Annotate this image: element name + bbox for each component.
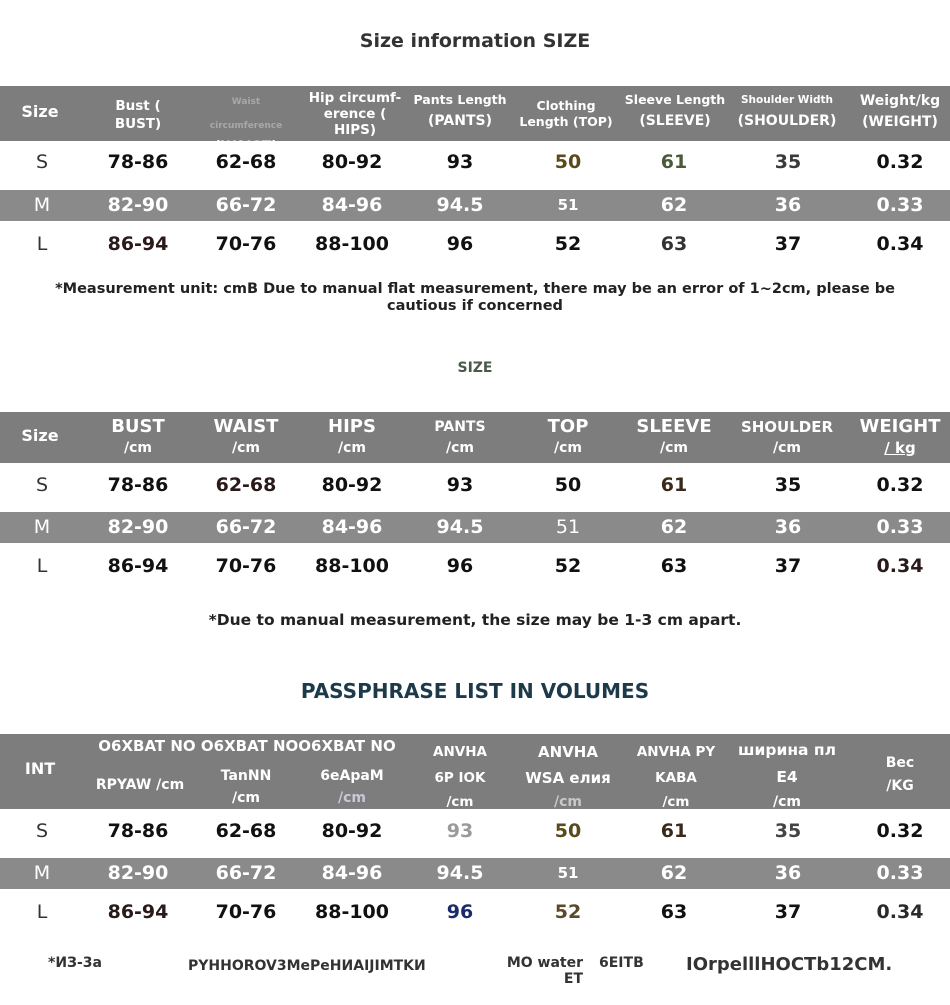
s3-header-pants: ANVHA 6P IOK /cm [433, 744, 487, 810]
s1-size-cell: M [33, 194, 51, 216]
s1-row-s [0, 147, 950, 178]
s3-waist-cell: 70-76 [215, 901, 277, 923]
s3-footer-5: IOrpelllHOCTb12CM. [686, 954, 893, 975]
s3-footer-4: 6EITB [599, 955, 644, 971]
s1-header-sleeve: Sleeve Length (SLEEVE) [624, 92, 726, 129]
s2-size-cell: M [33, 516, 51, 538]
s2-header-hips: HIPS /cm [328, 416, 376, 456]
s2-sleeve-cell: 62 [660, 516, 688, 538]
s3-pants-cell: 93 [446, 820, 474, 842]
s3-shoulder-cell: 36 [774, 862, 802, 884]
s1-row-m [0, 190, 950, 221]
s3-header-top: ANVHA WSA елия /cm [525, 743, 611, 810]
s3-top-cell: 52 [554, 901, 582, 923]
s2-header-bust: BUST /cm [111, 416, 165, 456]
s1-top-cell: 52 [554, 233, 582, 255]
s2-header-size: Size [21, 426, 59, 445]
s3-waist-cell: 62-68 [215, 820, 277, 842]
s3-size-cell: S [35, 820, 49, 842]
s3-row-s [0, 816, 950, 847]
s3-weight-cell: 0.34 [876, 901, 924, 923]
s2-weight-cell: 0.34 [876, 555, 924, 577]
s1-header-hips: Hip circumf-erence ( HIPS) [308, 90, 402, 138]
s1-waist-cell: 62-68 [215, 151, 277, 173]
s3-sleeve-cell: 62 [660, 862, 688, 884]
s1-top-cell: 51 [557, 196, 579, 214]
s3-shoulder-cell: 35 [774, 820, 802, 842]
s1-size-cell: L [36, 233, 48, 255]
s1-header-pants: Pants Length (PANTS) [413, 92, 507, 129]
s1-sleeve-cell: 63 [660, 233, 688, 255]
s3-waist-cell: 66-72 [215, 862, 277, 884]
s3-footer-3: MO water ET [506, 955, 583, 987]
s2-pants-cell: 94.5 [436, 516, 484, 538]
s1-waist-cell: 66-72 [215, 194, 277, 216]
s3-header-banner: O6XBAT NO O6XBAT NOO6XBAT NO [98, 737, 396, 755]
s2-bust-cell: 86-94 [107, 555, 169, 577]
s1-header-top: Clothing Length (TOP) [519, 98, 613, 129]
s3-bust-cell: 82-90 [107, 862, 169, 884]
s1-sleeve-cell: 62 [660, 194, 688, 216]
s3-size-cell: L [36, 901, 48, 923]
s1-top-cell: 50 [554, 151, 582, 173]
s1-header-shoulder: Shoulder Width (SHOULDER) [737, 94, 837, 129]
s3-weight-cell: 0.32 [876, 820, 924, 842]
s2-hips-cell: 80-92 [321, 474, 383, 496]
section2-title: SIZE [457, 360, 493, 376]
s1-sleeve-cell: 61 [660, 151, 688, 173]
s1-weight-cell: 0.32 [876, 151, 924, 173]
s1-weight-cell: 0.33 [876, 194, 924, 216]
s2-top-cell: 50 [554, 474, 582, 496]
s2-waist-cell: 62-68 [215, 474, 277, 496]
s3-sleeve-cell: 63 [660, 901, 688, 923]
section2-header-row [0, 412, 950, 463]
s1-pants-cell: 93 [446, 151, 474, 173]
s2-shoulder-cell: 35 [774, 474, 802, 496]
s3-header-waist: TanNN /cm [220, 768, 272, 806]
section1-header-row [0, 86, 950, 155]
s3-top-cell: 50 [554, 820, 582, 842]
s3-pants-cell: 94.5 [436, 862, 484, 884]
s2-shoulder-cell: 36 [774, 516, 802, 538]
s1-header-size: Size [21, 102, 59, 121]
s3-header-shoulder: ширина пл E4 /cm [738, 741, 836, 810]
s1-row-l [0, 229, 950, 260]
s1-waist-cell: 70-76 [215, 233, 277, 255]
s1-shoulder-cell: 37 [774, 233, 802, 255]
s1-header-waist: Waist circumference (WAIST) [209, 97, 283, 155]
s3-header-hips: 6eApaM /cm [320, 768, 384, 806]
s3-row-l [0, 897, 950, 928]
s2-pants-cell: 96 [446, 555, 474, 577]
s3-shoulder-cell: 37 [774, 901, 802, 923]
s2-header-weight: WEIGHT / kg [859, 416, 941, 457]
section1-title: Size information SIZE [359, 30, 591, 52]
s2-waist-cell: 66-72 [215, 516, 277, 538]
s3-bust-cell: 86-94 [107, 901, 169, 923]
section3-title: PASSPHRASE LIST IN VOLUMES [300, 679, 650, 703]
s2-sleeve-cell: 63 [660, 555, 688, 577]
s2-hips-cell: 88-100 [315, 555, 389, 577]
s3-size-cell: M [33, 862, 51, 884]
s2-top-cell: 52 [554, 555, 582, 577]
s3-hips-cell: 84-96 [321, 862, 383, 884]
s2-size-cell: S [35, 474, 49, 496]
s2-row-m [0, 512, 950, 543]
s3-footer-1: *ИЗ-3а [48, 955, 102, 971]
s1-hips-cell: 80-92 [321, 151, 383, 173]
section3-header-row [0, 734, 950, 809]
s1-bust-cell: 78-86 [107, 151, 169, 173]
s2-sleeve-cell: 61 [660, 474, 688, 496]
s1-weight-cell: 0.34 [876, 233, 924, 255]
s2-shoulder-cell: 37 [774, 555, 802, 577]
s2-hips-cell: 84-96 [321, 516, 383, 538]
s2-bust-cell: 78-86 [107, 474, 169, 496]
s3-bust-cell: 78-86 [107, 820, 169, 842]
s2-bust-cell: 82-90 [107, 516, 169, 538]
s2-weight-cell: 0.32 [876, 474, 924, 496]
s2-weight-cell: 0.33 [876, 516, 924, 538]
s2-pants-cell: 93 [446, 474, 474, 496]
s2-header-sleeve: SLEEVE /cm [636, 416, 712, 456]
s1-shoulder-cell: 35 [774, 151, 802, 173]
s3-header-int: INT [24, 759, 56, 778]
s1-pants-cell: 96 [446, 233, 474, 255]
s2-note: *Due to manual measurement, the size may be 1-3 cm apart. [208, 611, 742, 629]
s2-top-cell: 51 [555, 516, 581, 538]
s2-header-waist: WAIST /cm [213, 416, 279, 456]
s1-shoulder-cell: 36 [774, 194, 802, 216]
s1-pants-cell: 94.5 [436, 194, 484, 216]
s1-header-bust: Bust ( BUST) [114, 98, 162, 132]
s1-hips-cell: 88-100 [315, 233, 389, 255]
s3-header-bust: RPYAW /cm [95, 777, 185, 793]
s1-size-cell: S [35, 151, 49, 173]
s1-header-weight: Weight/kg (WEIGHT) [859, 93, 941, 130]
s3-header-sleeve: ANVHA PY KABA /cm [636, 744, 716, 810]
s3-sleeve-cell: 61 [660, 820, 688, 842]
s2-header-shoulder: SHOULDER /cm [740, 418, 834, 456]
s1-hips-cell: 84-96 [321, 194, 383, 216]
s2-header-top: TOP /cm [547, 416, 589, 456]
s2-row-s [0, 470, 950, 501]
s2-waist-cell: 70-76 [215, 555, 277, 577]
s3-top-cell: 51 [557, 864, 579, 882]
s3-row-m [0, 858, 950, 889]
s2-size-cell: L [36, 555, 48, 577]
s3-weight-cell: 0.33 [876, 862, 924, 884]
s3-pants-cell: 96 [446, 901, 474, 923]
s1-note: *Measurement unit: cmB Due to manual flat measurement, there may be an error of 1~2cm, please be cautious if concerned [55, 281, 895, 314]
s2-header-pants: PANTS /cm [434, 419, 486, 456]
s3-header-weight: Bec /KG [885, 755, 915, 794]
s2-row-l [0, 551, 950, 582]
s1-bust-cell: 86-94 [107, 233, 169, 255]
s3-footer-2: PYHHOROV3MePeHИAIJIMTKИ [188, 958, 426, 974]
s1-bust-cell: 82-90 [107, 194, 169, 216]
s3-hips-cell: 80-92 [321, 820, 383, 842]
s3-hips-cell: 88-100 [315, 901, 389, 923]
